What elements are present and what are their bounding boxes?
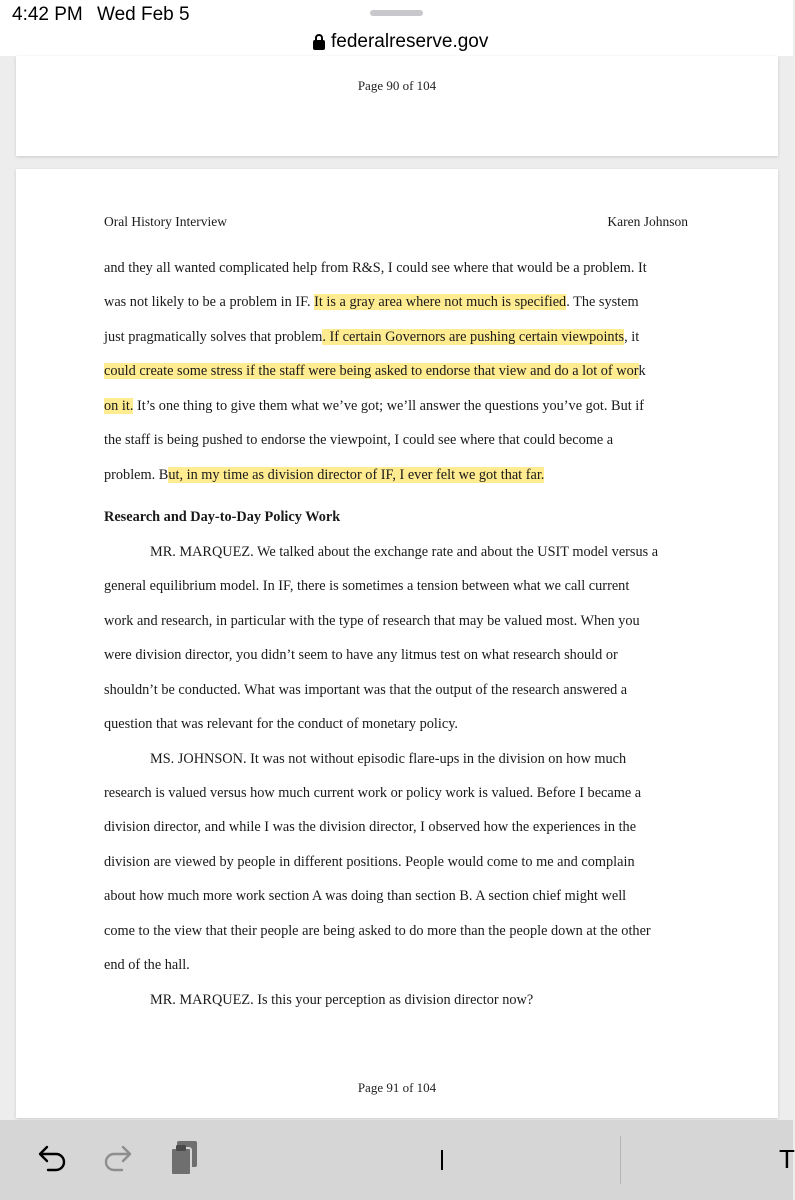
running-header-left: Oral History Interview [104, 214, 227, 229]
highlight[interactable]: . If certain Governors are pushing certain viewpoints [322, 329, 625, 345]
undo-button[interactable] [34, 1140, 70, 1176]
status-bar [0, 0, 793, 30]
text-line: the staff is being pushed to endorse the viewpoint, I could see where that could become a [104, 432, 614, 448]
page-footer: Page 91 of 104 [357, 1080, 437, 1095]
pdf-page-previous [16, 56, 778, 156]
text-line: was not likely to be a problem in IF. It is a gray area where not much is specified. The system [104, 294, 639, 310]
paste-button[interactable] [166, 1140, 202, 1176]
text-line: on it. It’s one thing to give them what we’ve got; we’ll answer the questions you’ve got. But if [104, 398, 645, 414]
address-bar[interactable] [0, 30, 793, 56]
multitask-grabber[interactable] [370, 10, 423, 16]
text-format-button[interactable]: T [779, 1144, 795, 1174]
undo-icon [36, 1144, 68, 1172]
text-line: problem. But, in my time as division director of IF, I ever felt we got that far. [104, 467, 545, 483]
highlight[interactable]: It is a gray area where not much is specified [314, 294, 567, 310]
url-domain: federalreserve.gov [331, 31, 489, 52]
text-line: general equilibrium model. In IF, there is sometimes a tension between what we call current [104, 578, 630, 594]
redo-icon [102, 1144, 134, 1172]
text-line: shouldn’t be conducted. What was important was that the output of the research answered a [104, 682, 628, 698]
url-display[interactable] [313, 30, 488, 54]
running-header-right: Karen Johnson [607, 214, 688, 229]
text-line: about how much more work section A was doing than section B. A section chief might well [104, 888, 627, 904]
highlight[interactable]: could create some stress if the staff were being asked to endorse that view and do a lot of wor [104, 363, 639, 379]
text-line: division director, and while I was the division director, I observed how the experiences in the [104, 819, 637, 835]
highlight[interactable]: on it. [104, 398, 134, 414]
shortcut-toolbar [0, 1120, 793, 1200]
text-line: were division director, you didn’t seem to have any litmus test on what research should or [104, 647, 618, 663]
page-footer: Page 90 of 104 [357, 78, 437, 93]
text-line: MR. MARQUEZ. Is this your perception as division director now? [150, 992, 534, 1008]
clipboard-icon [168, 1139, 200, 1177]
redo-button[interactable] [100, 1140, 136, 1176]
text-line: MS. JOHNSON. It was not without episodic flare-ups in the division on how much [150, 751, 627, 767]
pdf-page [16, 169, 778, 1118]
text-line: just pragmatically solves that problem. If certain Governors are pushing certain viewpoints, it [104, 329, 640, 345]
text-line: MR. MARQUEZ. We talked about the exchange rate and about the USIT model versus a [150, 544, 659, 560]
text-line: could create some stress if the staff were being asked to endorse that view and do a lot of work [104, 363, 646, 379]
toolbar-divider [620, 1136, 621, 1184]
section-heading: Research and Day-to-Day Policy Work [104, 509, 341, 525]
text-line: and they all wanted complicated help from R&S, I could see where that would be a problem. It [104, 260, 647, 276]
status-date: Wed Feb 5 [97, 4, 190, 25]
lock-icon [313, 34, 325, 50]
highlight[interactable]: ut, in my time as division director of IF, I ever felt we got that far. [168, 467, 545, 483]
text-line: question that was relevant for the conduct of monetary policy. [104, 716, 459, 732]
text-line: come to the view that their people are being asked to do more than the people down at the other [104, 923, 651, 939]
text-line: division are viewed by people in different positions. People would come to me and complain [104, 854, 635, 870]
text-line: research is valued versus how much current work or policy work is valued. Before I became a [104, 785, 642, 801]
text-cursor [441, 1150, 443, 1170]
text-line: end of the hall. [104, 957, 190, 973]
status-time: 4:42 PM [12, 4, 83, 25]
text-line: work and research, in particular with the type of research that may be valued most. When you [104, 613, 640, 629]
